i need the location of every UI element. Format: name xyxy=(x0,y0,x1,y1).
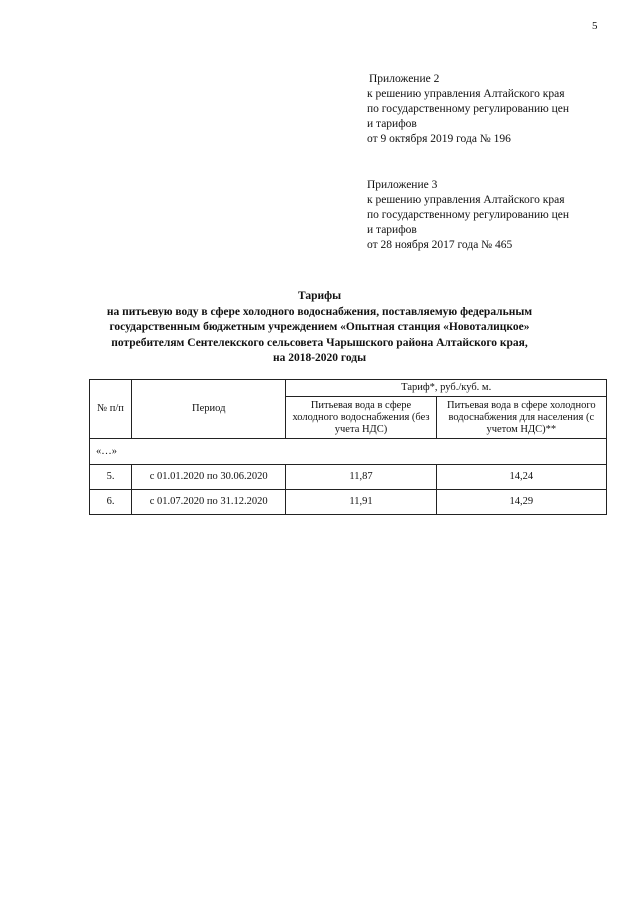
appendix-3-header xyxy=(367,178,617,253)
appendix-2-date: от 9 октября 2019 года № 196 xyxy=(367,133,511,145)
title-line: потребителям Сентелекского сельсовета Чарышского района Алтайского края, xyxy=(111,336,528,349)
appendix-2-title: Приложение 2 xyxy=(369,73,440,85)
omitted-rows-marker: «…» xyxy=(90,439,607,465)
header-without-vat: Питьевая вода в сфере холодного водоснабжения (без учета НДС) xyxy=(286,397,436,439)
title-line: государственным бюджетным учреждением «Опытная станция «Новоталицкое» xyxy=(109,321,530,333)
page-number: 5 xyxy=(592,20,598,32)
row-number: 6. xyxy=(90,490,132,515)
row-tariff-with-vat: 14,29 xyxy=(436,490,606,515)
header-tariff: Тариф*, руб./куб. м. xyxy=(286,380,607,397)
row-tariff-without-vat: 11,91 xyxy=(286,490,436,515)
appendix-2-line: и тарифов xyxy=(367,118,417,130)
tariff-table xyxy=(89,379,607,515)
table-row xyxy=(90,490,607,515)
header-period: Период xyxy=(132,380,286,439)
appendix-2-line: к решению управления Алтайского края xyxy=(367,88,565,100)
appendix-3-title: Приложение 3 xyxy=(367,179,438,191)
title-line: на питьевую воду в сфере холодного водоснабжения, поставляемую федеральным xyxy=(106,305,533,318)
row-period: с 01.01.2020 по 30.06.2020 xyxy=(132,465,286,490)
appendix-2-header xyxy=(367,72,617,147)
appendix-2-line: по государственному регулированию цен xyxy=(367,103,570,115)
row-period: с 01.07.2020 по 31.12.2020 xyxy=(132,490,286,515)
row-number: 5. xyxy=(90,465,132,490)
header-with-vat: Питьевая вода в сфере холодного водоснабжения для населения (с учетом НДС)** xyxy=(436,397,606,439)
appendix-3-line: по государственному регулированию цен xyxy=(367,209,570,221)
row-tariff-without-vat: 11,87 xyxy=(286,465,436,490)
appendix-3-line: к решению управления Алтайского края xyxy=(367,194,565,206)
title-years: на 2018-2020 годы xyxy=(272,352,367,364)
table-row xyxy=(90,465,607,490)
appendix-3-line: и тарифов xyxy=(367,224,417,236)
title-heading: Тарифы xyxy=(297,290,342,302)
header-number: № п/п xyxy=(90,380,132,439)
document-title xyxy=(60,289,579,367)
row-tariff-with-vat: 14,24 xyxy=(436,465,606,490)
appendix-3-date: от 28 ноября 2017 года № 465 xyxy=(367,239,513,251)
